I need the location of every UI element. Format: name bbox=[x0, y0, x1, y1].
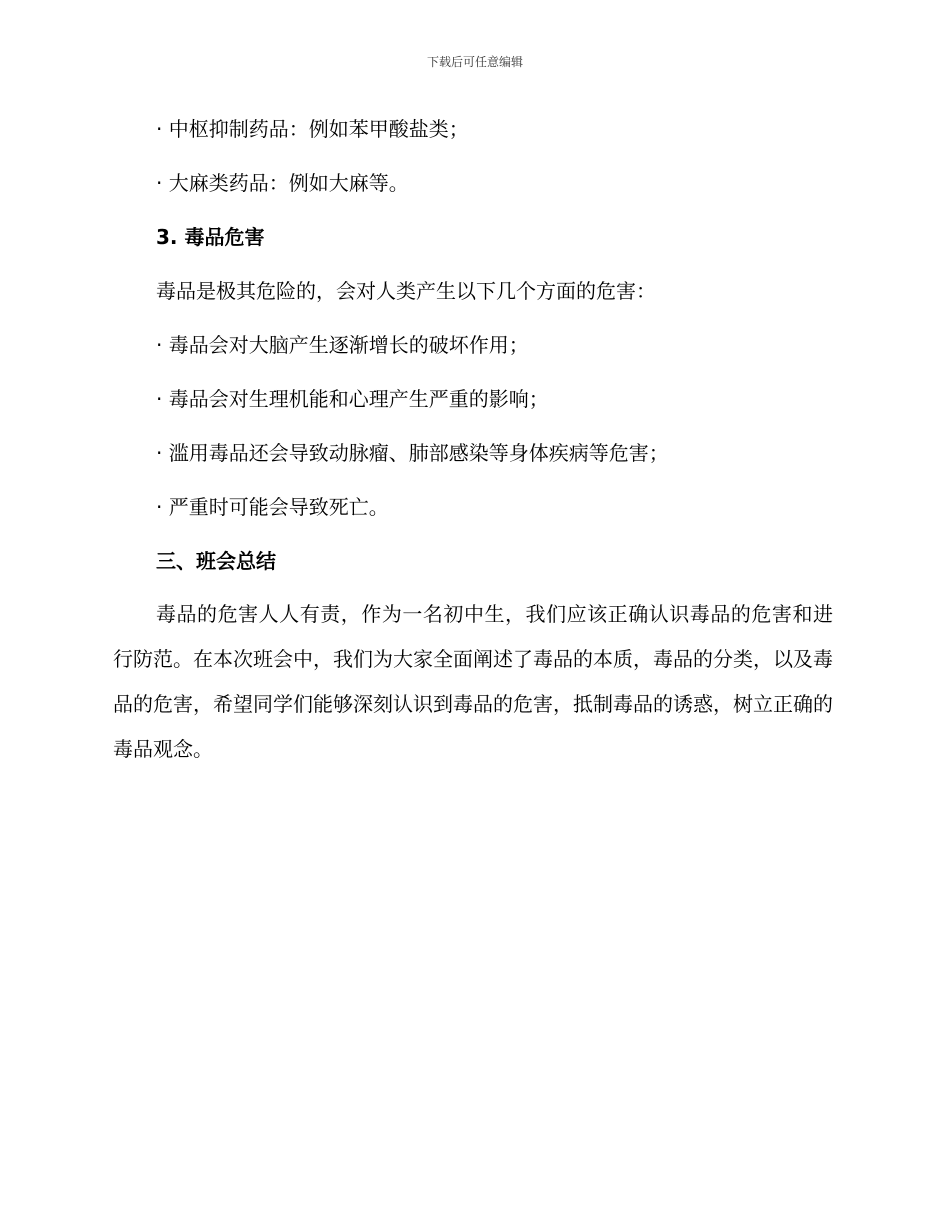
page-header: 下载后可任意编辑 bbox=[426, 55, 523, 69]
section-heading: 三、班会总结 bbox=[156, 549, 276, 573]
bullet-item: · 严重时可能会导致死亡。 bbox=[156, 495, 389, 519]
summary-paragraph: 毒品的危害人人有责，作为一名初中生，我们应该正确认识毒品的危害和进行防范。在本次班会中，我们为大家全面阐述了毒品的本质，毒品的分类，以及毒品的危害，希望同学们能够深刻认识到毒品的危害，抵制毒品的诱惑，树立正确的毒品观念。 bbox=[113, 602, 833, 761]
bullet-item: · 大麻类药品：例如大麻等。 bbox=[156, 171, 409, 195]
bullet-item: · 毒品会对生理机能和心理产生严重的影响； bbox=[156, 387, 549, 411]
section-intro: 毒品是极其危险的，会对人类产生以下几个方面的危害： bbox=[156, 279, 656, 303]
bullet-item: · 滥用毒品还会导致动脉瘤、肺部感染等身体疾病等危害； bbox=[156, 441, 669, 465]
document-body bbox=[113, 112, 833, 772]
section-heading: 3. 毒品危害 bbox=[156, 225, 265, 249]
bullet-item: · 毒品会对大脑产生逐渐增长的破坏作用； bbox=[156, 333, 529, 357]
bullet-item: · 中枢抑制药品：例如苯甲酸盐类； bbox=[156, 117, 469, 141]
